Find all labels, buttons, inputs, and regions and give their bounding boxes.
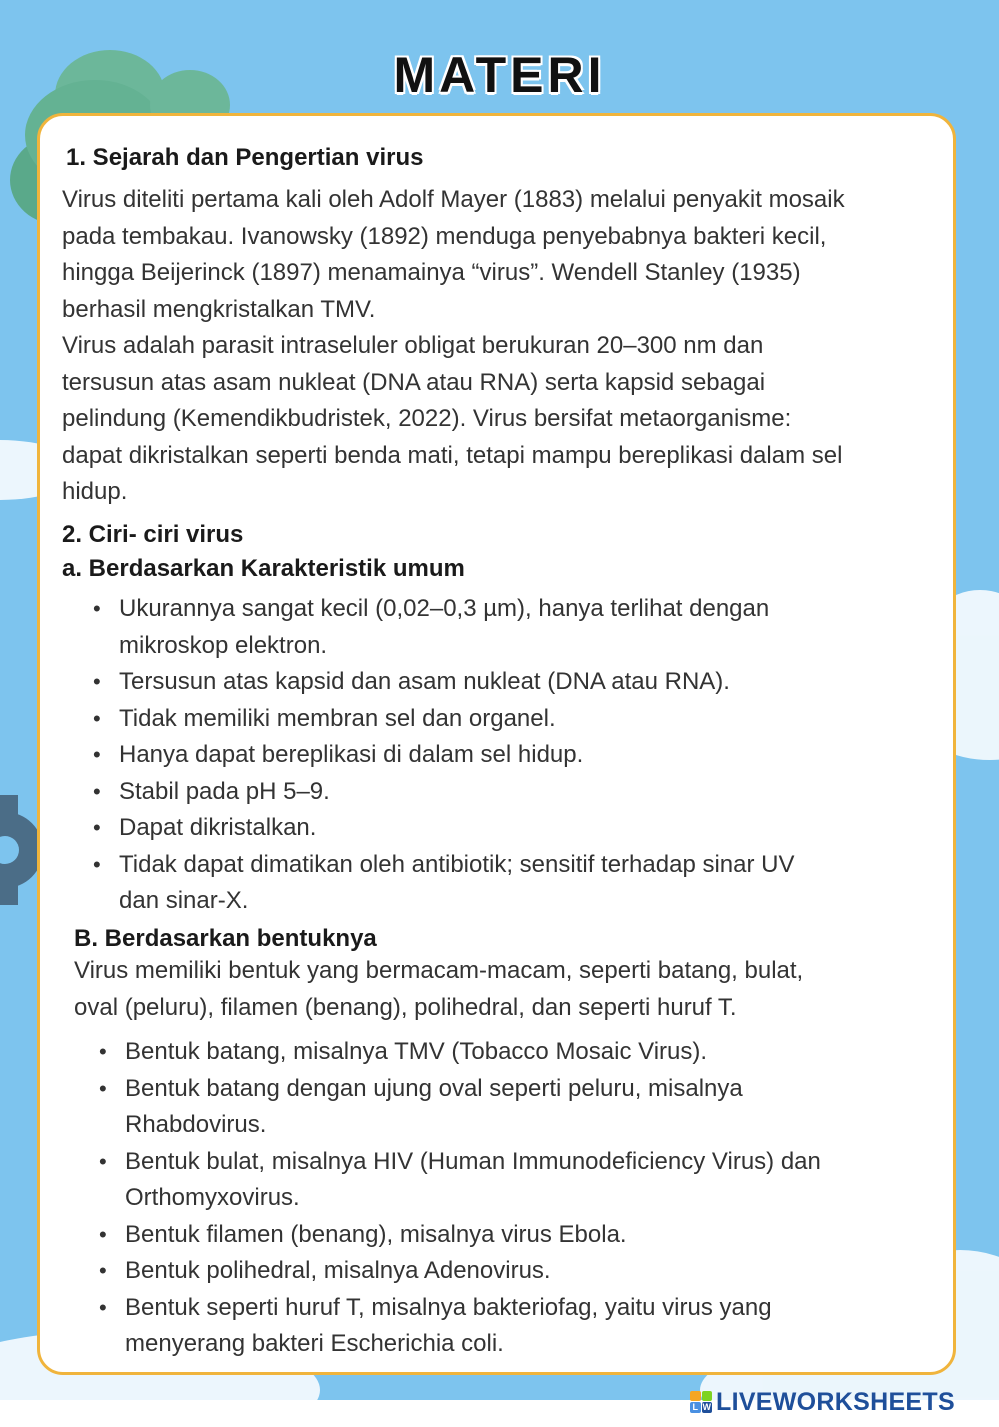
text-line: • Stabil pada pH 5–9. <box>119 777 330 805</box>
list-item <box>125 1253 925 1290</box>
text-line: tersusun atas asam nukleat (DNA atau RNA) serta kapsid sebagai <box>62 368 766 396</box>
shapes-list <box>125 1034 925 1363</box>
text-line: hingga Beijerinck (1897) menamainya “virus”. Wendell Stanley (1935) <box>62 259 801 286</box>
list-item <box>119 737 919 774</box>
section-heading: 2. Ciri- ciri virus <box>62 521 244 548</box>
list-item <box>125 1290 925 1363</box>
list-item <box>119 774 919 811</box>
subsection-heading: a. Berdasarkan Karakteristik umum <box>62 555 465 582</box>
text-line: • Tidak dapat dimatikan oleh antibiotik; sensitif terhadap sinar UV <box>119 850 795 878</box>
list-item <box>119 847 919 920</box>
text-line: • Tidak memiliki membran sel dan organel. <box>119 704 556 732</box>
characteristics-list <box>119 591 919 920</box>
subsection-heading: B. Berdasarkan bentuknya <box>74 925 377 952</box>
list-item <box>119 664 919 701</box>
text-line: oval (peluru), filamen (benang), polihedral, dan seperti huruf T. <box>74 993 737 1021</box>
text-line: hidup. <box>62 478 128 505</box>
page-title: MATERI <box>393 47 606 103</box>
text-line: • Bentuk filamen (benang), misalnya virus Ebola. <box>125 1220 627 1248</box>
paragraph <box>74 953 934 1026</box>
text-line: pelindung (Kemendikbudristek, 2022). Virus bersifat metaorganisme: <box>62 405 792 432</box>
text-line: mikroskop elektron. <box>119 631 328 659</box>
paragraph <box>62 182 942 511</box>
text-line: pada tembakau. Ivanowsky (1892) menduga penyebabnya bakteri kecil, <box>62 222 827 250</box>
logo-letter: L <box>690 1402 701 1413</box>
list-item <box>119 810 919 847</box>
liveworksheets-logo[interactable] <box>690 1388 955 1416</box>
text-line: Virus diteliti pertama kali oleh Adolf Mayer (1883) melalui penyakit mosaik <box>62 186 845 213</box>
text-line: • Dapat dikristalkan. <box>119 814 317 841</box>
text-line: Orthomyxovirus. <box>125 1184 300 1211</box>
text-line: • Bentuk seperti huruf T, misalnya bakteriofag, yaitu virus yang <box>125 1293 772 1321</box>
text-line: dapat dikristalkan seperti benda mati, tetapi mampu bereplikasi dalam sel <box>62 441 843 469</box>
text-line: berhasil mengkristalkan TMV. <box>62 295 376 323</box>
section-heading: 1. Sejarah dan Pengertian virus <box>66 144 424 171</box>
text-line: • Bentuk bulat, misalnya HIV (Human Immunodeficiency Virus) dan <box>125 1147 821 1175</box>
text-line: Rhabdovirus. <box>125 1111 267 1138</box>
brand-name: LIVEWORKSHEETS <box>716 1387 955 1416</box>
text-line: • Bentuk polihedral, misalnya Adenovirus. <box>125 1257 551 1284</box>
text-line: • Hanya dapat bereplikasi di dalam sel hidup. <box>119 741 584 768</box>
text-line: Virus adalah parasit intraseluler obligat berukuran 20–300 nm dan <box>62 332 764 359</box>
list-item <box>119 591 919 664</box>
list-item <box>125 1071 925 1144</box>
list-item <box>119 701 919 738</box>
text-line: Virus memiliki bentuk yang bermacam-macam, seperti batang, bulat, <box>74 957 804 984</box>
logo-mark-icon <box>690 1391 712 1413</box>
list-item <box>125 1217 925 1254</box>
text-line: menyerang bakteri Escherichia coli. <box>125 1330 504 1357</box>
text-line: • Bentuk batang dengan ujung oval seperti peluru, misalnya <box>125 1074 743 1102</box>
text-line: dan sinar-X. <box>119 887 249 914</box>
logo-letter: W <box>702 1402 711 1412</box>
text-line: • Bentuk batang, misalnya TMV (Tobacco Mosaic Virus). <box>125 1038 708 1065</box>
text-line: • Tersusun atas kapsid dan asam nukleat (DNA atau RNA). <box>119 668 730 695</box>
list-item <box>125 1034 925 1071</box>
list-item <box>125 1144 925 1217</box>
text-line: • Ukurannya sangat kecil (0,02–0,3 µm), hanya terlihat dengan <box>119 595 770 622</box>
